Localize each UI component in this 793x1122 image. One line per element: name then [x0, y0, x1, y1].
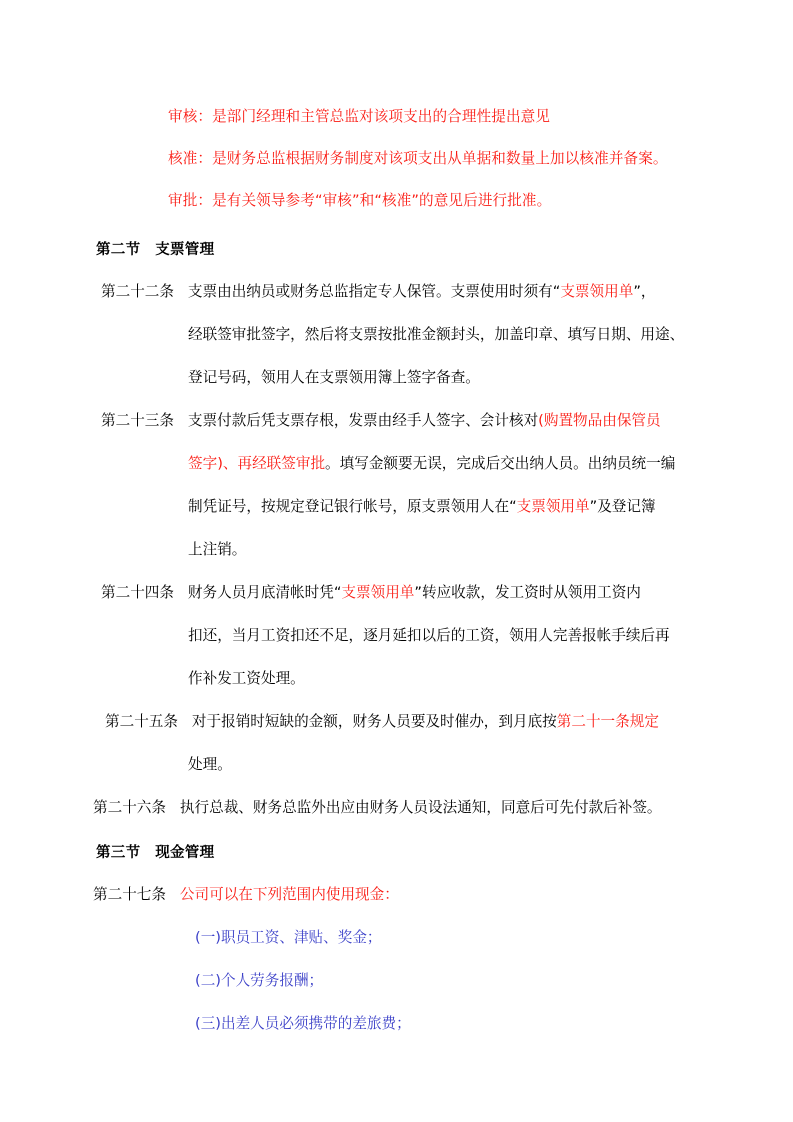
article-23-line-2 — [75, 442, 720, 485]
section-heading-two: 第二节 支票管理 — [96, 242, 215, 258]
quote-open: “ — [509, 498, 517, 515]
article-26-label: 第二十六条 — [93, 799, 166, 816]
article-25-line-2: 处理。 — [188, 756, 232, 773]
definitions-block — [75, 96, 720, 222]
quote-open: “ — [333, 584, 342, 601]
definition-shenpi: 审批：是有关领导参考“审核”和“核准”的意见后进行批准。 — [168, 192, 552, 209]
quote-close: ” — [414, 584, 422, 601]
article-22-label: 第二十二条 — [101, 283, 174, 300]
quote-close: ” — [589, 498, 598, 515]
article-23-line-3-a: 制凭证号，按规定登记银行帐号，原支票领用人在 — [188, 498, 510, 515]
article-24-line-1 — [75, 571, 720, 614]
term-zhipiao-lingyongdan: 支票领用单 — [341, 584, 415, 601]
article-27-item-3: (三)出差人员必须携带的差旅费； — [195, 1015, 411, 1032]
article-24-line-2: 扣还，当月工资扣还不足，逐月延扣以后的工资，领用人完善报帐手续后再 — [188, 627, 670, 644]
article-26 — [75, 786, 720, 829]
quote-open: “ — [552, 283, 561, 300]
document-body — [75, 96, 720, 1045]
article-23 — [75, 399, 720, 571]
article-22-line-2: 经联签审批签字，然后将支票按批准金额封头，加盖印章、填写日期、用途、 — [188, 326, 685, 343]
article-23-line-3 — [75, 485, 720, 528]
definition-hezhun: 核准：是财务总监根据财务制度对该项支出从单据和数量上加以核准并备案。 — [168, 150, 668, 167]
article-27-item-2: (二)个人劳务报酬； — [195, 972, 324, 989]
quote-close: ” — [633, 283, 641, 300]
article-24-label: 第二十四条 — [101, 584, 174, 601]
article-25-line-1 — [75, 700, 720, 743]
article-27-text-red: 公司可以在下列范围内使用现金： — [179, 886, 399, 903]
article-27-label: 第二十七条 — [93, 886, 166, 903]
article-24-line-1-a: 财务人员月底清帐时凭 — [187, 584, 334, 601]
article-25-label: 第二十五条 — [105, 713, 178, 730]
article-23-label: 第二十三条 — [101, 412, 174, 429]
term-zhipiao-lingyongdan: 支票领用单 — [560, 283, 634, 300]
article-22-line-3: 登记号码，领用人在支票领用簿上签字备查。 — [188, 369, 480, 386]
article-23-line-2-black: 。填写金额要无误，完成后交出纳人员。出纳员统一编 — [325, 455, 676, 472]
article-23-line-1-red: (购置物品由保管员 — [538, 412, 661, 429]
term-zhipiao-lingyongdan: 支票领用单 — [516, 498, 590, 515]
article-26-text: 执行总裁、财务总监外出应由财务人员设法通知，同意后可先付款后补签。 — [179, 799, 662, 816]
article-26-line-1 — [75, 786, 720, 829]
article-24 — [75, 571, 720, 700]
article-24-line-1-tail: 转应收款，发工资时从领用工资内 — [421, 584, 641, 601]
article-22 — [75, 270, 720, 399]
article-27-line-1 — [75, 873, 720, 916]
article-22-line-1 — [75, 270, 720, 313]
article-22-text-a: 支票由出纳员或财务总监指定专人保管。支票使用时须有 — [187, 283, 553, 300]
article-27 — [75, 873, 720, 1045]
article-23-line-2-red: 签字)、再经联签审批 — [188, 455, 326, 472]
section-heading-three: 第三节 现金管理 — [96, 845, 215, 861]
article-24-line-3: 作补发工资处理。 — [188, 670, 305, 687]
article-23-line-1-black: 支票付款后凭支票存根，发票由经手人签字、会计核对 — [187, 412, 539, 429]
article-25 — [75, 700, 720, 786]
cross-reference-article-21: 第二十一条规定 — [556, 713, 659, 730]
article-22-line-1-tail: ， — [640, 283, 656, 300]
article-23-line-3-tail: 及登记簿 — [597, 498, 656, 515]
article-23-line-4: 上注销。 — [188, 541, 247, 558]
article-23-line-1 — [75, 399, 720, 442]
article-25-line-1-black: 对于报销时短缺的金额，财务人员要及时催办，到月底按 — [191, 713, 557, 730]
definition-shenhe: 审核：是部门经理和主管总监对该项支出的合理性提出意见 — [168, 108, 551, 125]
article-27-item-1: (一)职员工资、津贴、奖金； — [195, 929, 382, 946]
